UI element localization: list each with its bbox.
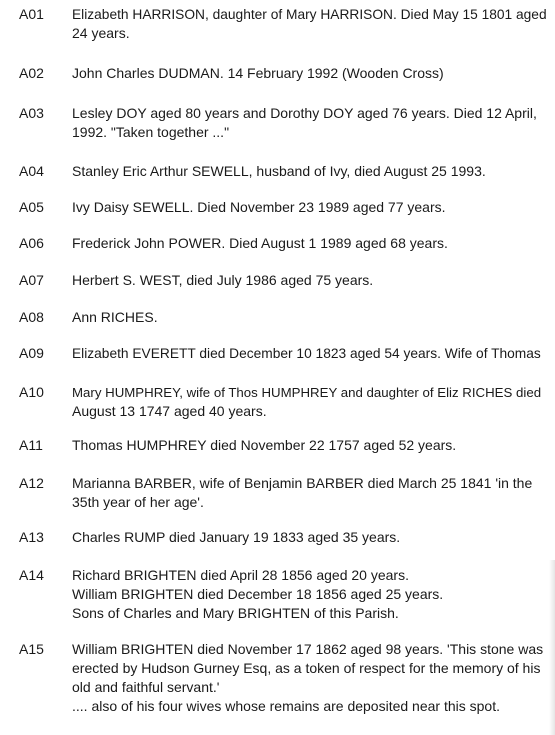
record-line: erected by Hudson Gurney Esq, as a token of respect for the memory of his <box>72 660 541 676</box>
record-line: Ivy Daisy SEWELL. Died November 23 1989 aged 77 years. <box>72 199 446 215</box>
record-code: A04 <box>19 163 44 179</box>
record-text <box>72 104 540 142</box>
record-line: Mary HUMPHREY, wife of Thos HUMPHREY and daughter of Eliz RICHES died <box>72 385 542 400</box>
record-text <box>72 198 540 217</box>
record-line: Elizabeth EVERETT died December 10 1823 aged 54 years. Wife of Thomas <box>72 346 541 361</box>
page-edge-shadow <box>549 560 555 735</box>
record-code: A12 <box>19 475 44 491</box>
record-line: Charles RUMP died January 19 1833 aged 35 years. <box>72 529 401 545</box>
record-text <box>72 162 540 181</box>
record-line: Richard BRIGHTEN died April 28 1856 aged 20 years. <box>72 567 409 583</box>
record-line: 24 years. <box>72 25 130 41</box>
record-line: old and faithful servant.' <box>72 679 220 695</box>
record-text <box>72 640 544 716</box>
record-line: William BRIGHTEN died November 17 1862 aged 98 years. 'This stone was <box>72 641 544 657</box>
record-text <box>72 566 540 623</box>
record-text <box>72 528 540 547</box>
record-text <box>72 5 547 43</box>
record-code: A13 <box>19 529 44 545</box>
record-line: Thomas HUMPHREY died November 22 1757 aged 52 years. <box>72 437 457 453</box>
record-line: Lesley DOY aged 80 years and Dorothy DOY aged 76 years. Died 12 April, <box>72 105 537 121</box>
record-line: Stanley Eric Arthur SEWELL, husband of Ivy, died August 25 1993. <box>72 163 486 179</box>
record-line: Herbert S. WEST, died July 1986 aged 75 years. <box>72 272 374 288</box>
record-code: A05 <box>19 199 44 215</box>
record-code: A09 <box>19 345 44 361</box>
record-line: Elizabeth HARRISON, daughter of Mary HARRISON. Died May 15 1801 aged <box>72 7 547 22</box>
record-text <box>72 234 540 253</box>
record-code: A06 <box>19 235 44 251</box>
record-code: A07 <box>19 272 44 288</box>
record-line: 1992. "Taken together ..." <box>72 124 230 140</box>
record-code: A02 <box>19 65 44 81</box>
record-text <box>72 308 540 327</box>
record-code: A15 <box>19 641 44 657</box>
record-text <box>72 436 540 455</box>
record-line: Marianna BARBER, wife of Benjamin BARBER died March 25 1841 'in the <box>72 475 533 491</box>
record-line: Sons of Charles and Mary BRIGHTEN of this Parish. <box>72 605 399 621</box>
record-text <box>72 344 540 363</box>
record-text <box>72 383 540 421</box>
record-text <box>72 474 540 512</box>
record-line: William BRIGHTEN died December 18 1856 aged 25 years. <box>72 586 444 602</box>
record-line: August 13 1747 aged 40 years. <box>72 403 267 419</box>
record-text <box>72 271 540 290</box>
record-text <box>72 64 540 83</box>
record-line: Frederick John POWER. Died August 1 1989 aged 68 years. <box>72 235 448 251</box>
record-code: A10 <box>19 384 44 400</box>
record-line: .... also of his four wives whose remains are deposited near this spot. <box>72 698 500 714</box>
record-code: A01 <box>19 6 44 22</box>
record-code: A14 <box>19 567 44 583</box>
record-line: 35th year of her age'. <box>72 494 204 510</box>
record-line: Ann RICHES. <box>72 309 158 325</box>
record-line: John Charles DUDMAN. 14 February 1992 (Wooden Cross) <box>72 65 444 81</box>
record-code: A08 <box>19 309 44 325</box>
record-code: A03 <box>19 105 44 121</box>
record-code: A11 <box>19 437 43 453</box>
